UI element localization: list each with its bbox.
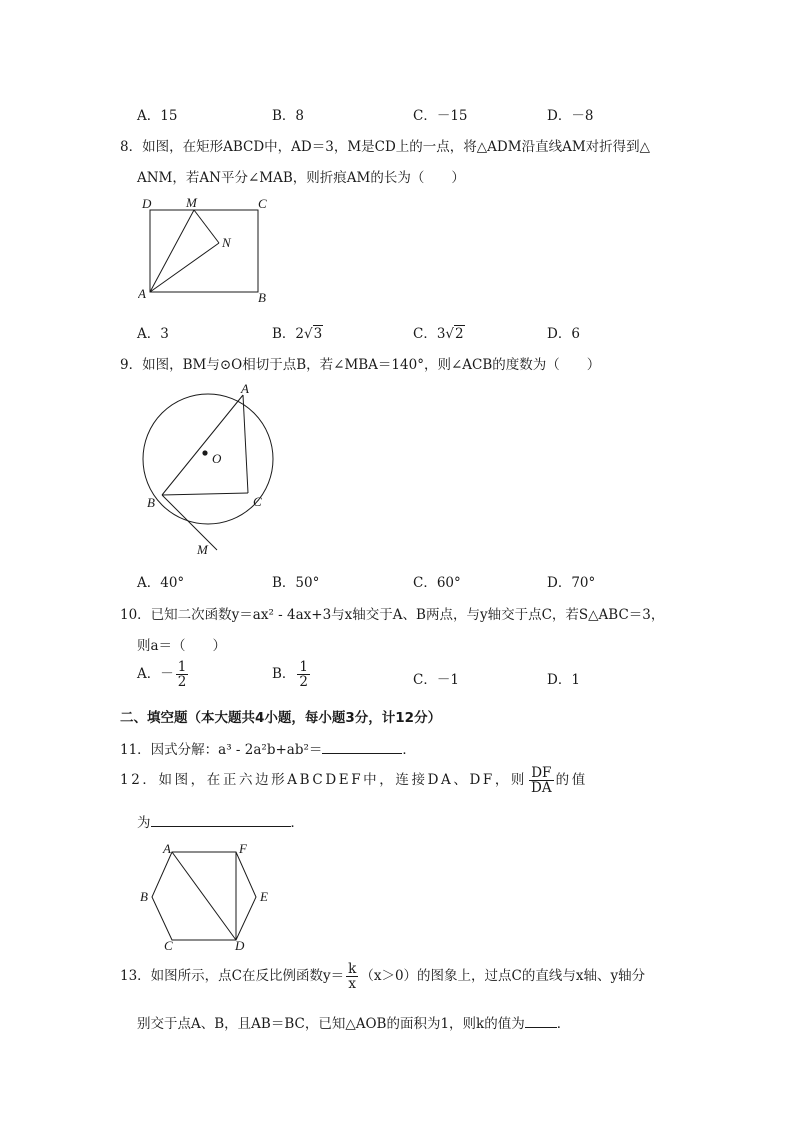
segment-da <box>172 852 236 940</box>
segment-an <box>150 243 219 292</box>
segment-ab <box>162 395 243 495</box>
q12-line2: 为 ． <box>137 815 304 831</box>
q12-answer-blank[interactable] <box>151 814 291 827</box>
q11-answer-blank[interactable] <box>322 741 402 754</box>
q7-option-d: D．－8 <box>547 108 594 124</box>
q7-option-b: B．8 <box>272 108 305 124</box>
center-point-o <box>202 450 207 455</box>
label-d: D <box>235 938 245 952</box>
q7-option-a: A．15 <box>137 108 178 124</box>
q10-line1: 10．已知二次函数y＝ax² - 4ax+3与x轴交于A、B两点，与y轴交于点C，若S△ABC＝3， <box>120 607 665 623</box>
q8-option-a: A．3 <box>137 326 169 342</box>
segment-ac <box>243 395 248 493</box>
q13-line2: 别交于点A、B，且AB＝BC，已知△AOB的面积为1，则k的值为 ． <box>137 1016 571 1032</box>
q8-option-d: D．6 <box>547 326 580 342</box>
label-e: E <box>260 889 268 904</box>
q10-option-c: C．－1 <box>413 672 459 688</box>
label-d: D <box>142 196 152 211</box>
q13-answer-blank[interactable] <box>525 1015 557 1028</box>
q12-hexagon-diagram <box>138 840 278 952</box>
tangent-bm <box>162 495 217 550</box>
q8-number: 8． <box>120 139 143 155</box>
q8-line1 <box>120 135 650 155</box>
q7-option-c: C．－15 <box>413 108 468 124</box>
q11-line: 11．因式分解：a³ - 2a²b+ab²＝ ． <box>120 742 416 758</box>
q8-option-b: B．2√3 <box>272 326 323 342</box>
label-a: A <box>163 841 171 856</box>
q8-rectangle-diagram <box>138 195 278 307</box>
q8-line2: ANM，若AN平分∠MAB，则折痕AM的长为（ ） <box>137 170 465 186</box>
label-m: M <box>197 542 208 557</box>
q10-option-b: B． $\frac{1}{2}$ <box>272 659 309 691</box>
q12-line1: 12．如图，在正六边形ABCDEF中，连接DA、DF，则 $\frac{DF}{DA}$ 的值 <box>120 765 588 797</box>
q9-option-c: C．60° <box>413 575 461 591</box>
q10-option-a: A．－ $\frac{1}{2}$ <box>137 659 187 691</box>
q8-option-c: C．3√2 <box>413 326 464 342</box>
q8-text-1: 如图，在矩形ABCD中，AD＝3，M是CD上的一点，将△ADM沿直线AM对折得到△ <box>142 139 651 155</box>
q10-option-d: D．1 <box>547 672 580 688</box>
label-b: B <box>258 290 266 305</box>
label-b: B <box>140 889 148 904</box>
label-c: C <box>164 938 173 952</box>
segment-am <box>150 210 194 292</box>
label-c: C <box>258 196 267 211</box>
section-2-title: 二、填空题（本大题共4小题，每小题3分，计12分） <box>120 710 442 726</box>
label-n: N <box>222 235 231 250</box>
q9-line1: 9．如图，BM与⊙O相切于点B，若∠MBA＝140°，则∠ACB的度数为（ ） <box>120 357 601 373</box>
label-a: A <box>138 286 146 301</box>
q9-option-a: A．40° <box>137 575 185 591</box>
q9-option-b: B．50° <box>272 575 320 591</box>
segment-bc <box>162 493 248 495</box>
segment-mn <box>194 210 219 243</box>
label-c: C <box>253 494 262 509</box>
q9-option-d: D．70° <box>547 575 596 591</box>
label-a: A <box>241 383 249 396</box>
label-m: M <box>186 195 197 210</box>
label-b: B <box>147 495 155 510</box>
q9-circle-diagram <box>135 383 285 563</box>
q10-line2: 则a＝（ ） <box>137 638 227 654</box>
rect-abcd <box>150 210 258 292</box>
label-o: O <box>212 451 222 466</box>
q13-line1: 13．如图所示，点C在反比例函数y＝ $\frac{k}{x}$ （x＞0）的图象上，过点C的直线与x轴、y轴分 <box>120 961 646 993</box>
label-f: F <box>239 841 247 856</box>
